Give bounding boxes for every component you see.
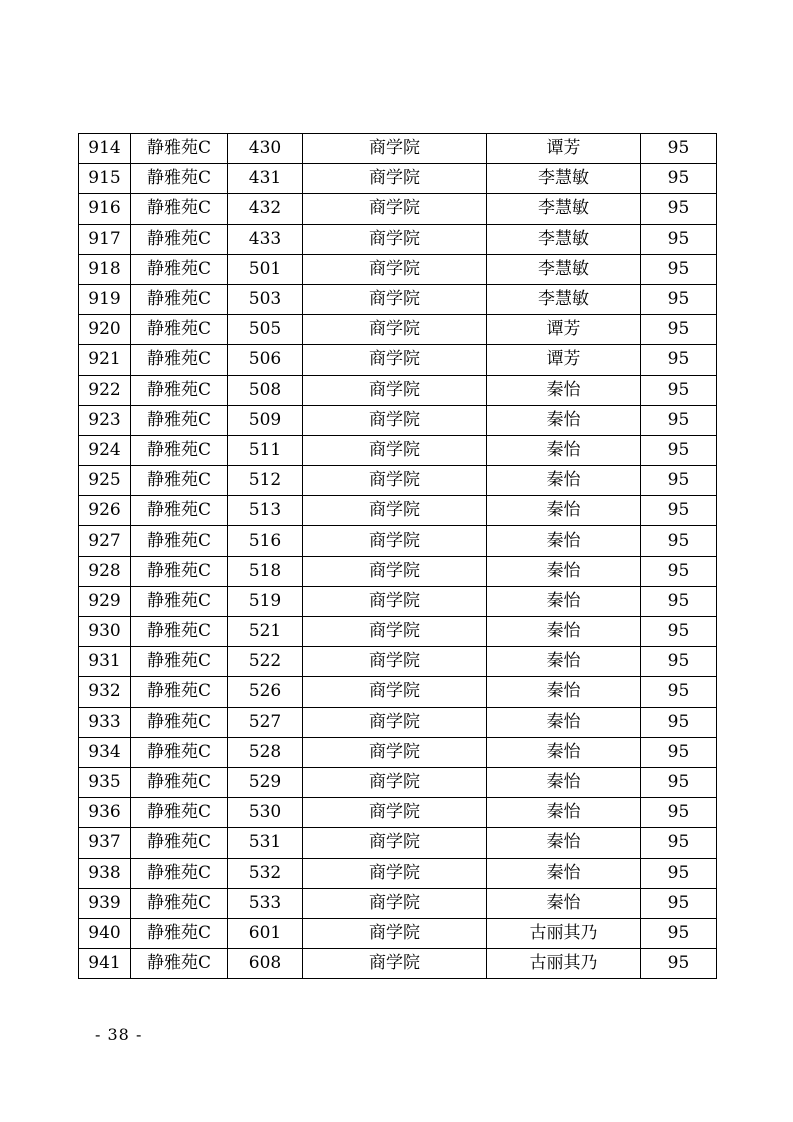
row-index-cell: 934 bbox=[79, 737, 131, 767]
building-cell: 静雅苑C bbox=[131, 526, 228, 556]
building-cell: 静雅苑C bbox=[131, 949, 228, 979]
room-cell: 522 bbox=[228, 647, 303, 677]
table-row bbox=[79, 677, 717, 707]
score-cell: 95 bbox=[641, 375, 717, 405]
college-cell: 商学院 bbox=[303, 828, 487, 858]
room-cell: 432 bbox=[228, 194, 303, 224]
counselor-cell: 古丽其乃 bbox=[487, 918, 641, 948]
row-index-cell: 918 bbox=[79, 254, 131, 284]
counselor-cell: 李慧敏 bbox=[487, 224, 641, 254]
college-cell: 商学院 bbox=[303, 647, 487, 677]
college-cell: 商学院 bbox=[303, 254, 487, 284]
score-cell: 95 bbox=[641, 435, 717, 465]
counselor-cell: 秦怡 bbox=[487, 707, 641, 737]
table-row bbox=[79, 586, 717, 616]
building-cell: 静雅苑C bbox=[131, 918, 228, 948]
counselor-cell: 秦怡 bbox=[487, 677, 641, 707]
table-row bbox=[79, 617, 717, 647]
building-cell: 静雅苑C bbox=[131, 435, 228, 465]
row-index-cell: 925 bbox=[79, 466, 131, 496]
counselor-cell: 秦怡 bbox=[487, 798, 641, 828]
row-index-cell: 933 bbox=[79, 707, 131, 737]
building-cell: 静雅苑C bbox=[131, 798, 228, 828]
row-index-cell: 916 bbox=[79, 194, 131, 224]
room-cell: 526 bbox=[228, 677, 303, 707]
row-index-cell: 914 bbox=[79, 134, 131, 164]
college-cell: 商学院 bbox=[303, 375, 487, 405]
row-index-cell: 932 bbox=[79, 677, 131, 707]
building-cell: 静雅苑C bbox=[131, 194, 228, 224]
college-cell: 商学院 bbox=[303, 435, 487, 465]
college-cell: 商学院 bbox=[303, 164, 487, 194]
table-row bbox=[79, 496, 717, 526]
row-index-cell: 940 bbox=[79, 918, 131, 948]
college-cell: 商学院 bbox=[303, 767, 487, 797]
building-cell: 静雅苑C bbox=[131, 617, 228, 647]
score-cell: 95 bbox=[641, 737, 717, 767]
building-cell: 静雅苑C bbox=[131, 466, 228, 496]
table-row bbox=[79, 798, 717, 828]
building-cell: 静雅苑C bbox=[131, 707, 228, 737]
row-index-cell: 923 bbox=[79, 405, 131, 435]
table-row bbox=[79, 828, 717, 858]
counselor-cell: 秦怡 bbox=[487, 526, 641, 556]
score-cell: 95 bbox=[641, 254, 717, 284]
building-cell: 静雅苑C bbox=[131, 134, 228, 164]
room-cell: 512 bbox=[228, 466, 303, 496]
score-cell: 95 bbox=[641, 828, 717, 858]
room-cell: 530 bbox=[228, 798, 303, 828]
score-cell: 95 bbox=[641, 134, 717, 164]
row-index-cell: 919 bbox=[79, 284, 131, 314]
table-row bbox=[79, 164, 717, 194]
college-cell: 商学院 bbox=[303, 466, 487, 496]
row-index-cell: 920 bbox=[79, 315, 131, 345]
building-cell: 静雅苑C bbox=[131, 737, 228, 767]
college-cell: 商学院 bbox=[303, 617, 487, 647]
room-cell: 433 bbox=[228, 224, 303, 254]
room-cell: 533 bbox=[228, 888, 303, 918]
table-row bbox=[79, 405, 717, 435]
building-cell: 静雅苑C bbox=[131, 224, 228, 254]
counselor-cell: 李慧敏 bbox=[487, 164, 641, 194]
building-cell: 静雅苑C bbox=[131, 254, 228, 284]
score-cell: 95 bbox=[641, 496, 717, 526]
counselor-cell: 古丽其乃 bbox=[487, 949, 641, 979]
row-index-cell: 935 bbox=[79, 767, 131, 797]
table-row bbox=[79, 737, 717, 767]
score-cell: 95 bbox=[641, 677, 717, 707]
room-cell: 527 bbox=[228, 707, 303, 737]
table-body bbox=[79, 134, 717, 979]
score-cell: 95 bbox=[641, 586, 717, 616]
counselor-cell: 秦怡 bbox=[487, 767, 641, 797]
building-cell: 静雅苑C bbox=[131, 405, 228, 435]
room-cell: 521 bbox=[228, 617, 303, 647]
college-cell: 商学院 bbox=[303, 496, 487, 526]
college-cell: 商学院 bbox=[303, 405, 487, 435]
score-cell: 95 bbox=[641, 405, 717, 435]
building-cell: 静雅苑C bbox=[131, 767, 228, 797]
table-row bbox=[79, 315, 717, 345]
building-cell: 静雅苑C bbox=[131, 345, 228, 375]
building-cell: 静雅苑C bbox=[131, 375, 228, 405]
room-cell: 518 bbox=[228, 556, 303, 586]
counselor-cell: 秦怡 bbox=[487, 435, 641, 465]
counselor-cell: 秦怡 bbox=[487, 737, 641, 767]
table-row bbox=[79, 224, 717, 254]
room-cell: 528 bbox=[228, 737, 303, 767]
score-cell: 95 bbox=[641, 164, 717, 194]
score-cell: 95 bbox=[641, 194, 717, 224]
building-cell: 静雅苑C bbox=[131, 315, 228, 345]
score-cell: 95 bbox=[641, 526, 717, 556]
room-cell: 503 bbox=[228, 284, 303, 314]
college-cell: 商学院 bbox=[303, 224, 487, 254]
data-table bbox=[78, 133, 717, 979]
table-row bbox=[79, 526, 717, 556]
building-cell: 静雅苑C bbox=[131, 556, 228, 586]
row-index-cell: 927 bbox=[79, 526, 131, 556]
score-cell: 95 bbox=[641, 617, 717, 647]
score-cell: 95 bbox=[641, 858, 717, 888]
college-cell: 商学院 bbox=[303, 888, 487, 918]
table-row bbox=[79, 435, 717, 465]
row-index-cell: 929 bbox=[79, 586, 131, 616]
page-number: - 38 - bbox=[95, 1025, 143, 1044]
college-cell: 商学院 bbox=[303, 194, 487, 224]
college-cell: 商学院 bbox=[303, 526, 487, 556]
table-row bbox=[79, 556, 717, 586]
counselor-cell: 谭芳 bbox=[487, 315, 641, 345]
score-cell: 95 bbox=[641, 556, 717, 586]
college-cell: 商学院 bbox=[303, 858, 487, 888]
score-cell: 95 bbox=[641, 224, 717, 254]
counselor-cell: 李慧敏 bbox=[487, 194, 641, 224]
table-row bbox=[79, 707, 717, 737]
building-cell: 静雅苑C bbox=[131, 284, 228, 314]
room-cell: 601 bbox=[228, 918, 303, 948]
table-row bbox=[79, 918, 717, 948]
table-row bbox=[79, 284, 717, 314]
score-cell: 95 bbox=[641, 767, 717, 797]
row-index-cell: 915 bbox=[79, 164, 131, 194]
room-cell: 430 bbox=[228, 134, 303, 164]
building-cell: 静雅苑C bbox=[131, 677, 228, 707]
score-cell: 95 bbox=[641, 707, 717, 737]
table-row bbox=[79, 647, 717, 677]
score-cell: 95 bbox=[641, 798, 717, 828]
counselor-cell: 谭芳 bbox=[487, 134, 641, 164]
row-index-cell: 928 bbox=[79, 556, 131, 586]
score-cell: 95 bbox=[641, 345, 717, 375]
room-cell: 511 bbox=[228, 435, 303, 465]
building-cell: 静雅苑C bbox=[131, 164, 228, 194]
counselor-cell: 秦怡 bbox=[487, 466, 641, 496]
table-row bbox=[79, 949, 717, 979]
counselor-cell: 李慧敏 bbox=[487, 284, 641, 314]
room-cell: 513 bbox=[228, 496, 303, 526]
room-cell: 608 bbox=[228, 949, 303, 979]
row-index-cell: 930 bbox=[79, 617, 131, 647]
row-index-cell: 939 bbox=[79, 888, 131, 918]
college-cell: 商学院 bbox=[303, 918, 487, 948]
counselor-cell: 秦怡 bbox=[487, 617, 641, 647]
room-cell: 531 bbox=[228, 828, 303, 858]
room-cell: 529 bbox=[228, 767, 303, 797]
counselor-cell: 秦怡 bbox=[487, 496, 641, 526]
row-index-cell: 922 bbox=[79, 375, 131, 405]
table-row bbox=[79, 375, 717, 405]
counselor-cell: 秦怡 bbox=[487, 586, 641, 616]
room-cell: 532 bbox=[228, 858, 303, 888]
building-cell: 静雅苑C bbox=[131, 888, 228, 918]
row-index-cell: 937 bbox=[79, 828, 131, 858]
score-cell: 95 bbox=[641, 466, 717, 496]
table-row bbox=[79, 767, 717, 797]
building-cell: 静雅苑C bbox=[131, 858, 228, 888]
college-cell: 商学院 bbox=[303, 677, 487, 707]
college-cell: 商学院 bbox=[303, 586, 487, 616]
table-row bbox=[79, 466, 717, 496]
room-cell: 501 bbox=[228, 254, 303, 284]
counselor-cell: 秦怡 bbox=[487, 888, 641, 918]
room-cell: 519 bbox=[228, 586, 303, 616]
table-row bbox=[79, 134, 717, 164]
building-cell: 静雅苑C bbox=[131, 586, 228, 616]
row-index-cell: 938 bbox=[79, 858, 131, 888]
college-cell: 商学院 bbox=[303, 315, 487, 345]
counselor-cell: 秦怡 bbox=[487, 858, 641, 888]
college-cell: 商学院 bbox=[303, 737, 487, 767]
room-cell: 505 bbox=[228, 315, 303, 345]
row-index-cell: 931 bbox=[79, 647, 131, 677]
counselor-cell: 秦怡 bbox=[487, 405, 641, 435]
room-cell: 508 bbox=[228, 375, 303, 405]
table-row bbox=[79, 345, 717, 375]
counselor-cell: 秦怡 bbox=[487, 828, 641, 858]
score-cell: 95 bbox=[641, 647, 717, 677]
college-cell: 商学院 bbox=[303, 949, 487, 979]
building-cell: 静雅苑C bbox=[131, 496, 228, 526]
row-index-cell: 917 bbox=[79, 224, 131, 254]
table-row bbox=[79, 888, 717, 918]
college-cell: 商学院 bbox=[303, 284, 487, 314]
score-cell: 95 bbox=[641, 888, 717, 918]
table-row bbox=[79, 858, 717, 888]
college-cell: 商学院 bbox=[303, 556, 487, 586]
room-cell: 506 bbox=[228, 345, 303, 375]
score-cell: 95 bbox=[641, 949, 717, 979]
row-index-cell: 926 bbox=[79, 496, 131, 526]
row-index-cell: 941 bbox=[79, 949, 131, 979]
row-index-cell: 936 bbox=[79, 798, 131, 828]
building-cell: 静雅苑C bbox=[131, 647, 228, 677]
room-cell: 509 bbox=[228, 405, 303, 435]
table-row bbox=[79, 254, 717, 284]
counselor-cell: 秦怡 bbox=[487, 647, 641, 677]
score-cell: 95 bbox=[641, 315, 717, 345]
room-cell: 431 bbox=[228, 164, 303, 194]
counselor-cell: 秦怡 bbox=[487, 375, 641, 405]
college-cell: 商学院 bbox=[303, 798, 487, 828]
college-cell: 商学院 bbox=[303, 134, 487, 164]
score-cell: 95 bbox=[641, 918, 717, 948]
row-index-cell: 921 bbox=[79, 345, 131, 375]
room-cell: 516 bbox=[228, 526, 303, 556]
college-cell: 商学院 bbox=[303, 707, 487, 737]
counselor-cell: 谭芳 bbox=[487, 345, 641, 375]
counselor-cell: 秦怡 bbox=[487, 556, 641, 586]
building-cell: 静雅苑C bbox=[131, 828, 228, 858]
row-index-cell: 924 bbox=[79, 435, 131, 465]
counselor-cell: 李慧敏 bbox=[487, 254, 641, 284]
table-row bbox=[79, 194, 717, 224]
college-cell: 商学院 bbox=[303, 345, 487, 375]
score-cell: 95 bbox=[641, 284, 717, 314]
